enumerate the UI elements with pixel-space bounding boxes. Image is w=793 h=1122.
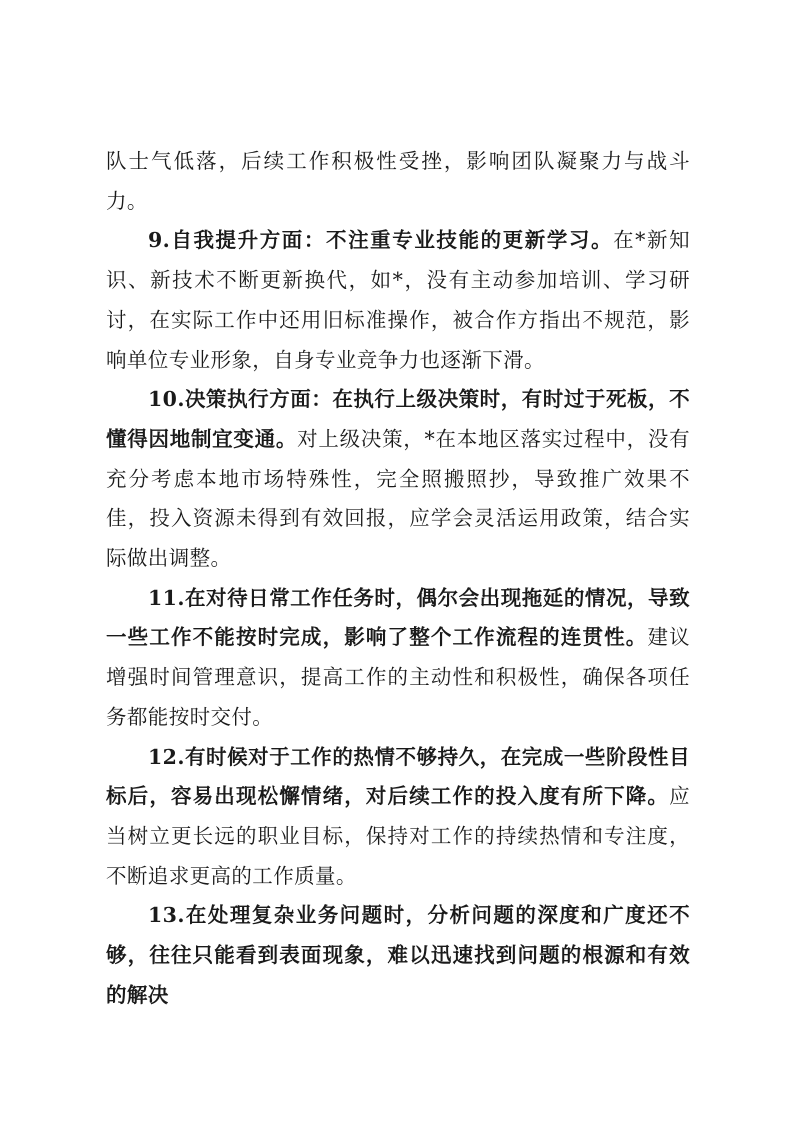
paragraph-body: 队士气低落，后续工作积极性受挫，影响团队凝聚力与战斗力。 [106,149,690,213]
paragraph-heading: 10.决策执行方面：在执行上级决策时，有时过于死板，不懂得因地制宜变通。 [106,387,690,451]
paragraph-body: 应当树立更长远的职业目标，保持对工作的持续热情和专注度，不断追求更高的工作质量。 [106,784,690,888]
paragraph-continuation [106,142,690,221]
paragraph-body: 在*新知识、新技术不断更新换代，如*，没有主动参加培训、学习研讨，在实际工作中还用旧标准操作，被合作方指出不规范，影响单位专业形象，自身专业竞争力也逐渐下滑。 [106,228,690,372]
paragraph-item-9 [106,221,690,380]
paragraph-body: 建议增强时间管理意识，提高工作的主动性和积极性，确保各项任务都能按时交付。 [106,625,690,729]
paragraph-heading: 11.在对待日常工作任务时，偶尔会出现拖延的情况，导致一些工作不能按时完成，影响了整个工作流程的连贯性。 [106,585,690,650]
paragraph-item-13 [106,896,690,1015]
paragraph-item-11 [106,579,690,738]
paragraph-item-10 [106,380,690,579]
paragraph-heading: 9.自我提升方面：不注重专业技能的更新学习。 [148,228,614,253]
paragraph-heading: 13.在处理复杂业务问题时，分析问题的深度和广度还不够，往往只能看到表面现象，难以迅速找到问题的根源和有效的解决 [106,903,690,1007]
paragraph-heading: 12.有时候对于工作的热情不够持久，在完成一些阶段性目标后，容易出现松懈情绪，对后续工作的投入度有所下降。 [106,744,690,809]
paragraph-item-12 [106,738,690,897]
paragraph-body: 对上级决策，*在本地区落实过程中，没有充分考虑本地市场特殊性，完全照搬照抄，导致推广效果不佳，投入资源未得到有效回报，应学会灵活运用政策，结合实际做出调整。 [106,426,690,571]
document-body [106,142,690,1015]
